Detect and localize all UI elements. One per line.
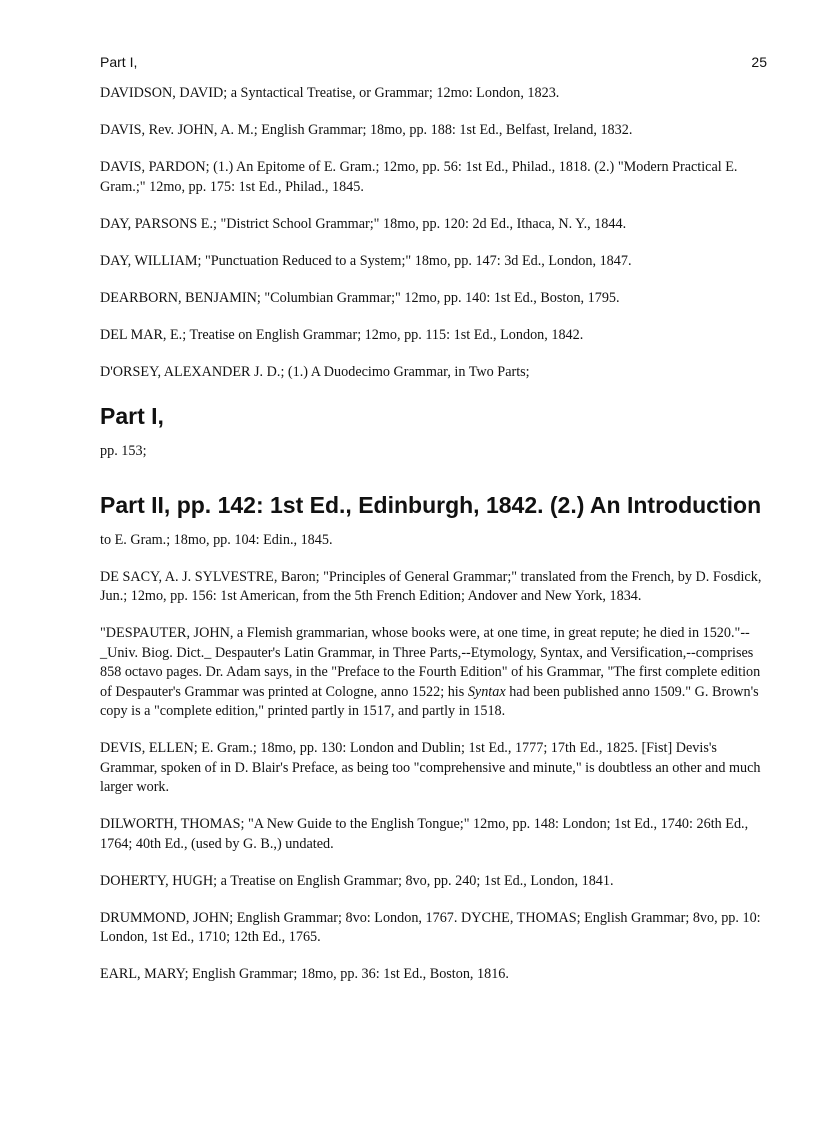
page-content	[100, 84, 768, 1002]
entry-despauter-text-end: had been published anno 1509." G. Brown's copy is a "complete edition," printed partly in 1517, and partly in 1518.	[100, 683, 759, 719]
entry-dorsey: D'ORSEY, ALEXANDER J. D.; (1.) A Duodecimo Grammar, in Two Parts;	[100, 363, 530, 380]
running-header	[100, 53, 767, 71]
entry-despauter-emphasis: Syntax	[467, 683, 506, 700]
page-number: 25	[751, 54, 767, 70]
entry-dearborn: DEARBORN, BENJAMIN; "Columbian Grammar;" 12mo, pp. 140: 1st Ed., Boston, 1795.	[100, 289, 620, 306]
entry-del-mar: DEL MAR, E.; Treatise on English Grammar; 12mo, pp. 115: 1st Ed., London, 1842.	[100, 326, 584, 343]
entry-davidson: DAVIDSON, DAVID; a Syntactical Treatise, or Grammar; 12mo: London, 1823.	[100, 85, 560, 101]
running-header-title: Part I,	[100, 54, 138, 70]
entry-de-sacy: DE SACY, A. J. SYLVESTRE, Baron; "Principles of General Grammar;" translated from the French, by D. Fosdick, Jun.; 12mo, pp. 156: 1st American, from the 5th French Edition; Andover and New York, 1834.	[100, 568, 762, 604]
entry-pp-153: pp. 153;	[100, 443, 147, 459]
entry-despauter	[100, 624, 768, 722]
entry-devis: DEVIS, ELLEN; E. Gram.; 18mo, pp. 130: London and Dublin; 1st Ed., 1777; 17th Ed., 1825. [Fist] Devis's Grammar, spoken of in D. Blair's Preface, as being too "comprehensive and minute," is doubtless an other and much larger work.	[100, 740, 761, 795]
section-heading-part-one: Part I,	[100, 403, 164, 429]
entry-day-parsons: DAY, PARSONS E.; "District School Grammar;" 18mo, pp. 120: 2d Ed., Ithaca, N. Y., 1844.	[100, 215, 627, 232]
section-heading-part-two: Part II, pp. 142: 1st Ed., Edinburgh, 1842. (2.) An Introduction	[100, 491, 762, 518]
entry-day-william: DAY, WILLIAM; "Punctuation Reduced to a System;" 18mo, pp. 147: 3d Ed., London, 1847.	[100, 252, 632, 269]
entry-doherty: DOHERTY, HUGH; a Treatise on English Grammar; 8vo, pp. 240; 1st Ed., London, 1841.	[100, 872, 614, 889]
entry-to-e-gram: to E. Gram.; 18mo, pp. 104: Edin., 1845.	[100, 531, 333, 548]
entry-despauter-text-start: "DESPAUTER, JOHN, a Flemish grammarian, whose books were, at one time, in great repute; he died in 1520."--_Univ. Biog. Dict._ Despauter's Latin Grammar, in Three Parts,--Etymology, Syntax, and Versification,--comprises 858 octavo pages. Dr. Adam says, in the "Preface to the Fourth Edition" of his Grammar, "The first complete edition of Despauter's Grammar was printed at Cologne, anno 1522; his	[100, 625, 761, 700]
entry-davis-john: DAVIS, Rev. JOHN, A. M.; English Grammar; 18mo, pp. 188: 1st Ed., Belfast, Ireland, 1832.	[100, 122, 633, 138]
entry-earl: EARL, MARY; English Grammar; 18mo, pp. 36: 1st Ed., Boston, 1816.	[100, 966, 509, 982]
entry-dilworth: DILWORTH, THOMAS; "A New Guide to the English Tongue;" 12mo, pp. 148: London; 1st Ed., 1740: 26th Ed., 1764; 40th Ed., (used by G. B.,) undated.	[100, 816, 749, 852]
entry-davis-pardon: DAVIS, PARDON; (1.) An Epitome of E. Gram.; 12mo, pp. 56: 1st Ed., Philad., 1818. (2.) "Modern Practical E. Gram.;" 12mo, pp. 175: 1st Ed., Philad., 1845.	[100, 159, 738, 195]
entry-drummond: DRUMMOND, JOHN; English Grammar; 8vo: London, 1767. DYCHE, THOMAS; English Grammar; 8vo, pp. 10: London, 1st Ed., 1710; 12th Ed., 1765.	[100, 909, 761, 945]
